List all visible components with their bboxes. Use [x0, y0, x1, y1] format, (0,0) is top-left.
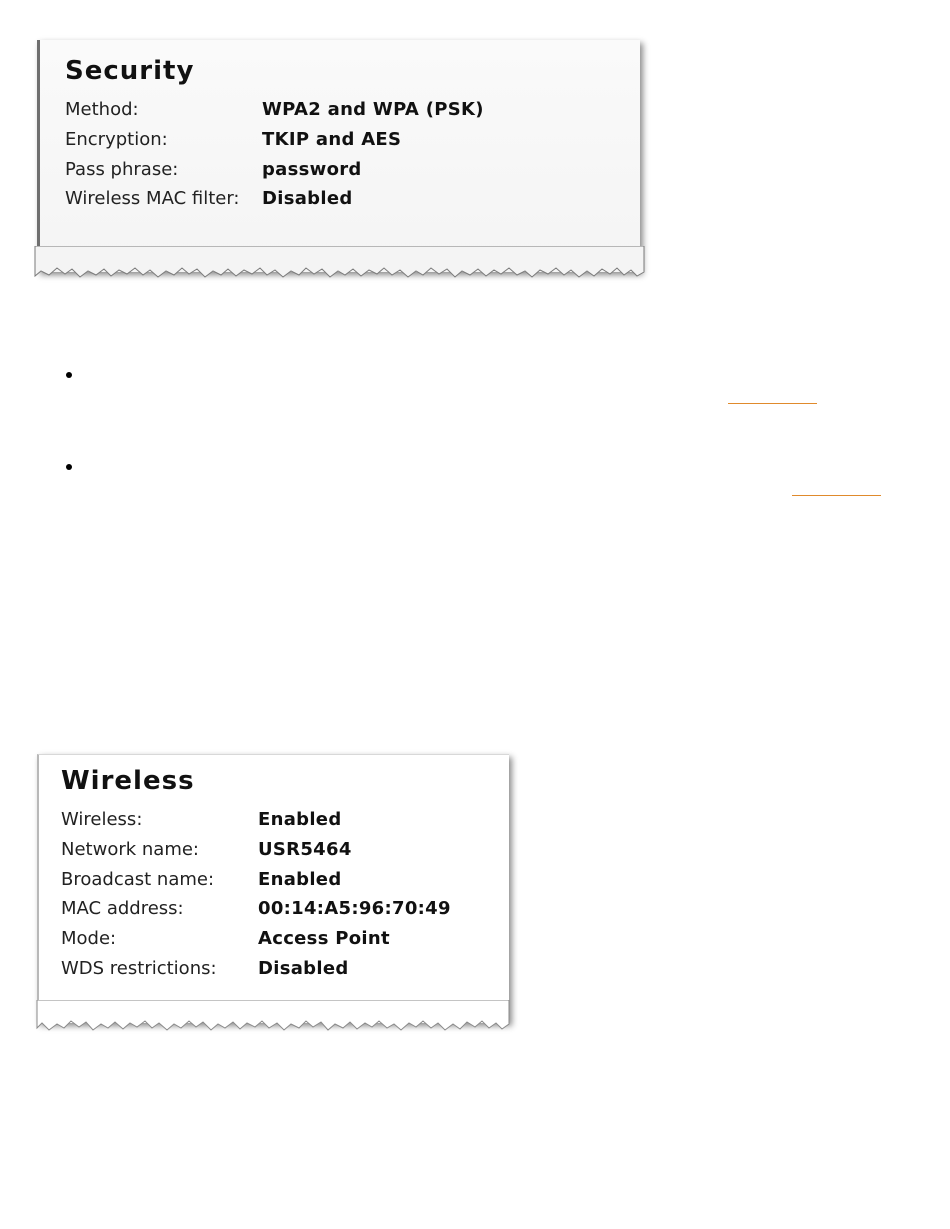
wireless-row-value: 00:14:A5:96:70:49	[258, 898, 451, 920]
wireless-row-label: Wireless:	[61, 809, 143, 830]
hyperlink-2[interactable]	[792, 495, 881, 496]
security-row-value: TKIP and AES	[262, 128, 402, 150]
security-row-label: Encryption:	[65, 128, 168, 150]
security-panel-title: Security	[65, 56, 195, 86]
security-row-label: Wireless MAC filter:	[65, 188, 240, 210]
torn-edge-shape	[31, 1000, 521, 1048]
hyperlink-1[interactable]	[728, 403, 817, 404]
security-row-value: Disabled	[262, 188, 353, 210]
bullet-dot-icon	[66, 372, 72, 378]
bullet-dot-icon	[66, 464, 72, 470]
security-panel-screenshot	[31, 40, 651, 292]
bullet-item-2	[64, 462, 74, 472]
wireless-row-label: Mode:	[61, 928, 117, 950]
security-row-label: Method:	[65, 99, 139, 120]
wireless-panel-screenshot	[31, 754, 521, 1044]
security-row-value: password	[262, 158, 362, 180]
wireless-panel-title: Wireless	[61, 766, 195, 796]
wireless-row-label: MAC address:	[61, 898, 184, 920]
wireless-row-label: Broadcast name:	[61, 868, 215, 890]
security-row-label: Pass phrase:	[65, 158, 179, 180]
torn-edge-shape	[31, 246, 651, 296]
wireless-row-label: WDS restrictions:	[61, 957, 217, 979]
bullet-item-1	[64, 370, 74, 380]
wireless-row-value: Enabled	[258, 809, 342, 830]
wireless-row-value: USR5464	[258, 838, 352, 860]
security-panel	[37, 40, 640, 272]
wireless-panel	[37, 754, 509, 1023]
wireless-row-value: Enabled	[258, 868, 342, 890]
wireless-row-value: Access Point	[258, 928, 390, 950]
wireless-row-label: Network name:	[61, 838, 199, 860]
security-row-value: WPA2 and WPA (PSK)	[262, 99, 484, 120]
wireless-row-value: Disabled	[258, 957, 349, 979]
